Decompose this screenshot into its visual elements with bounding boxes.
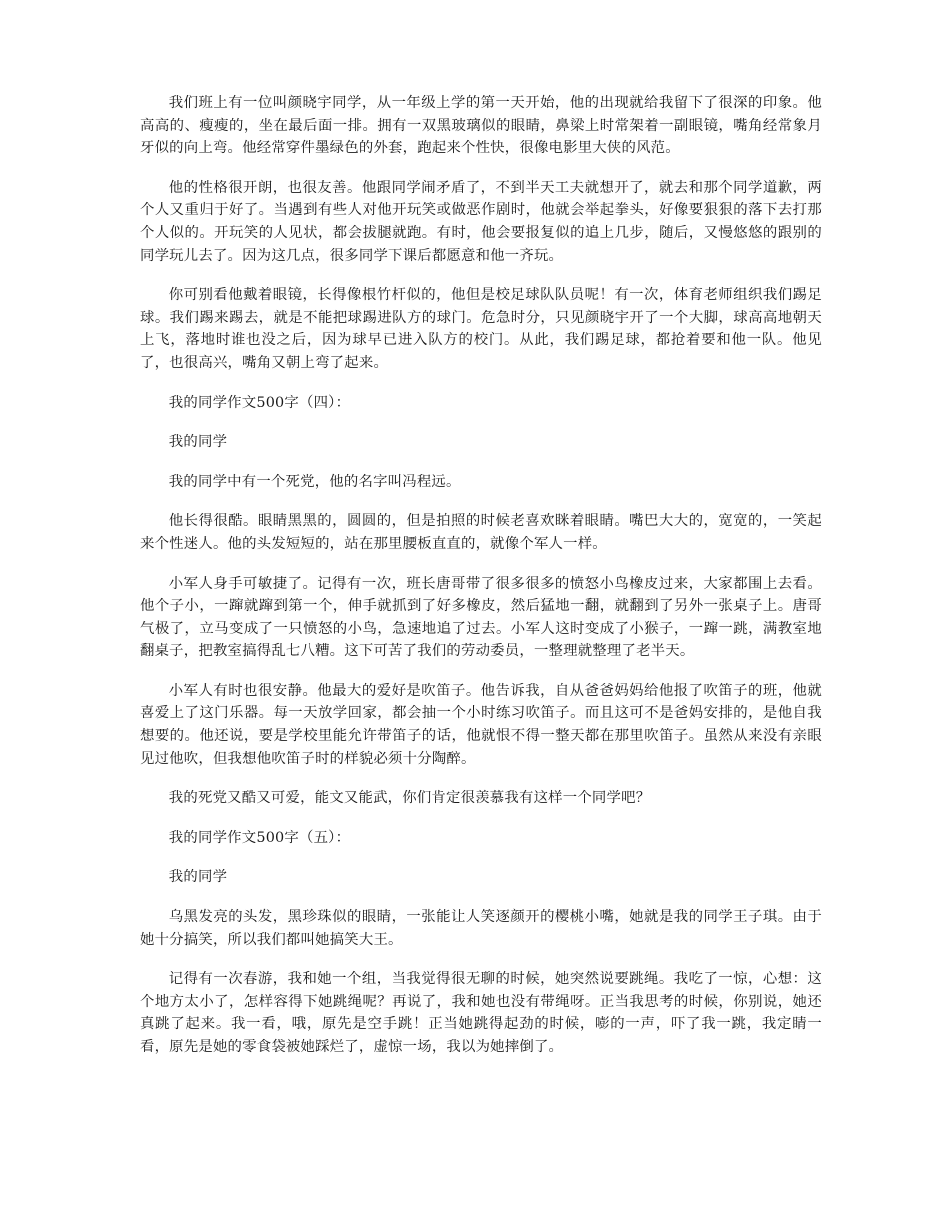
essay-title: 我的同学 <box>168 434 228 451</box>
document-body <box>140 92 822 1076</box>
paragraph: 小军人有时也很安静。他最大的爱好是吹笛子。他告诉我，自从爸爸妈妈给他报了吹笛子的班，他就喜爱上了这门乐器。每一天放学回家，都会抽一个小时练习吹笛子。而且这可不是爸妈安排的，是他自我想要的。他还说，要是学校里能允许带笛子的话，他就恨不得一整天都在那里吹笛子。虽然从来没有亲眼见过他吹，但我想他吹笛子时的样貌必须十分陶醉。 <box>140 682 822 767</box>
paragraph: 小军人身手可敏捷了。记得有一次，班长唐哥带了很多很多的愤怒小鸟橡皮过来，大家都围上去看。他个子小，一蹿就蹿到第一个，伸手就抓到了好多橡皮，然后猛地一翻，就翻到了另外一张桌子上。唐哥气极了，立马变成了一只愤怒的小鸟，急速地追了过去。小军人这时变成了小猴子，一蹿一跳，满教室地翻桌子，把教室搞得乱七八糟。这下可苦了我们的劳动委员，一整理就整理了老半天。 <box>140 575 822 660</box>
essay-title: 我的同学 <box>168 869 228 886</box>
section-heading: 我的同学作文500字（四）： <box>168 394 351 411</box>
paragraph: 我的同学中有一个死党，他的名字叫冯程远。 <box>168 473 461 490</box>
paragraph: 我的死党又酷又可爱，能文又能武，你们肯定很羡慕我有这样一个同学吧？ <box>168 790 651 807</box>
paragraph: 你可别看他戴着眼镜，长得像根竹杆似的，他但是校足球队队员呢！有一次，体育老师组织我们踢足球。我们踢来踢去，就是不能把球踢进队方的球门。危急时分，只见颜晓宇开了一个大脚，球高高地朝天上飞，落地时谁也没之后，因为球早已进入队方的校门。从此，我们踢足球，都抢着要和他一队。他见了，也很高兴，嘴角又朝上弯了起来。 <box>140 287 822 371</box>
section-heading: 我的同学作文500字（五）： <box>168 829 351 846</box>
paragraph: 我们班上有一位叫颜晓宇同学，从一年级上学的第一天开始，他的出现就给我留下了很深的印象。他高高的、瘦瘦的，坐在最后面一排。拥有一双黑玻璃似的眼睛，鼻梁上时常架着一副眼镜，嘴角经常象月牙似的向上弯。他经常穿件墨绿色的外套，跑起来个性快，很像电影里大侠的风范。 <box>140 95 822 157</box>
paragraph: 他长得很酷。眼睛黑黑的，圆圆的，但是拍照的时候老喜欢眯着眼睛。嘴巴大大的，宽宽的，一笑起来个性迷人。他的头发短短的，站在那里腰板直直的，就像个军人一样。 <box>140 513 822 552</box>
paragraph: 乌黑发亮的头发，黑珍珠似的眼睛，一张能让人笑逐颜开的樱桃小嘴，她就是我的同学王子琪。由于她十分搞笑，所以我们都叫她搞笑大王。 <box>140 909 822 948</box>
paragraph: 记得有一次春游，我和她一个组，当我觉得很无聊的时候，她突然说要跳绳。我吃了一惊，心想：这个地方太小了，怎样容得下她跳绳呢？再说了，我和她也没有带绳呀。正当我思考的时候，你别说，她还真跳了起来。我一看，哦，原先是空手跳！正当她跳得起劲的时候，嘭的一声，吓了我一跳，我定睛一看，原先是她的零食袋被她踩烂了，虚惊一场，我以为她摔倒了。 <box>140 971 822 1055</box>
paragraph: 他的性格很开朗，也很友善。他跟同学闹矛盾了，不到半天工夫就想开了，就去和那个同学道歉，两个人又重归于好了。当遇到有些人对他开玩笑或做恶作剧时，他就会举起拳头，好像要狠狠的落下去打那个人似的。开玩笑的人见状，都会拔腿就跑。有时，他会要报复似的追上几步，随后，又慢悠悠的跟别的同学玩儿去了。因为这几点，很多同学下课后都愿意和他一齐玩。 <box>140 179 822 264</box>
